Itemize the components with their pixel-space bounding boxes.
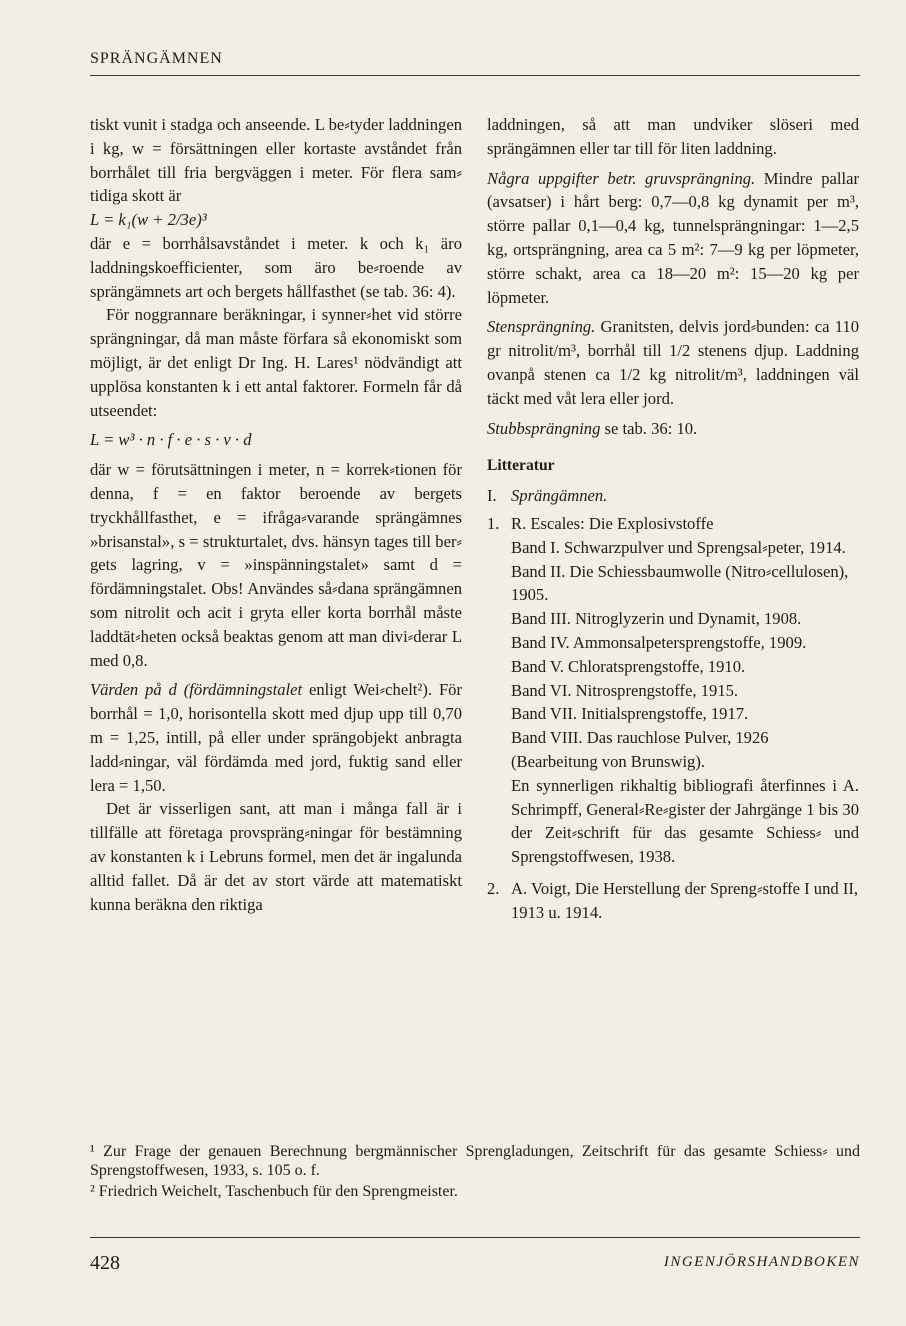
paragraph-text: Granitsten, delvis jord⸗bunden: ca 110 gr nitrolit/m³, borrhål till 1/2 stenens djup. Laddning ovanpå stenen ca 1/2 kg nitrolit/m³, laddningen väl täckt med våt lera eller jord.: [487, 317, 859, 408]
right-column: [487, 113, 859, 925]
page-number: 428: [90, 1252, 120, 1274]
book-title: INGENJÖRSHANDBOKEN: [663, 1254, 860, 1270]
paragraph: [487, 315, 859, 410]
paragraph-text: enligt Wei⸗chelt²). För borrhål = 1,0, horisontella skott med djup upp till 0,70 m = 1,25, intill, på eller under sprängobjekt anbragta ladd⸗ningar, väl fördämda med jord, fuktig sand eller lera = 1,50.: [90, 680, 462, 795]
band-entry: Band V. Chloratsprengstoffe, 1910.: [511, 656, 746, 676]
footnote: ² Friedrich Weichelt, Taschenbuch für den Sprengmeister.: [90, 1183, 458, 1200]
paragraph: [487, 167, 859, 310]
section-title: Sprängämnen.: [511, 486, 608, 506]
reference-number: 2.: [487, 878, 500, 898]
reference-item: [487, 877, 859, 925]
running-head: SPRÄNGÄMNEN: [90, 50, 223, 67]
formula-lares: L = w³ · n · f · e · s · v · d: [90, 430, 252, 450]
footnote: ¹ Zur Frage der genauen Berechnung bergmännischer Sprengladungen, Zeitschrift für das gesamte Schiess⸗ und Sprengstoffwesen, 1933, s. 105 o. f.: [90, 1143, 860, 1179]
reference-body: [511, 512, 859, 869]
band-entry: Band IV. Ammonsalpetersprengstoffe, 1909.: [511, 632, 807, 652]
reference-title: R. Escales: Die Explosivstoffe: [511, 513, 714, 533]
paragraph: [487, 417, 859, 441]
run-in-heading: Värden på d (fördämningstalet: [90, 680, 303, 700]
run-in-heading: Några uppgifter betr. gruvsprängning.: [487, 168, 756, 188]
reference-body: [511, 877, 859, 925]
run-in-heading: Stensprängning.: [487, 317, 596, 337]
band-entry: Band II. Die Schiessbaumwolle (Nitro⸗cellulosen), 1905.: [511, 561, 849, 605]
band-entry: Band I. Schwarzpulver und Sprengsal⸗peter, 1914.: [511, 537, 846, 557]
run-in-heading: Stubbsprängning: [487, 418, 601, 438]
band-entry: Band III. Nitroglyzerin und Dynamit, 1908.: [511, 609, 802, 629]
footnotes: [90, 1142, 860, 1203]
reference-number: 1.: [487, 513, 500, 533]
paragraph: tiskt vunit i stadga och anseende. L be⸗tyder laddningen i kg, w = försättningen eller kortaste avståndet från borrhålet till fria bergväggen i meter. För flera sam⸗tidiga skott är: [90, 115, 462, 206]
band-entry: Band VII. Initialsprengstoffe, 1917.: [511, 704, 749, 724]
band-entry: Band VI. Nitrosprengstoffe, 1915.: [511, 680, 739, 700]
formula-simultaneous: L = k₁(w + 2/3e)³: [90, 210, 207, 230]
paragraph-text: Mindre pallar (avsatser) i hårt berg: 0,7—0,8 kg dynamit per m³, större pallar 0,1—0,4 kg, tunnelsprängningar: 1—2,5 kg, ortsprängning, area ca 5 m²: 7—9 kg per löpmeter, större schakt, area ca 18—20 m²: 15—20 kg per löpmeter.: [487, 168, 860, 307]
paragraph: där e = borrhålsavståndet i meter. k och k₁ äro laddningskoefficienter, som äro be⸗roende av sprängämnets art och bergets hållfasthet (se tab. 36: 4).: [90, 233, 462, 301]
paragraph: Det är visserligen sant, att man i många fall är i tillfälle att företaga provspräng⸗ningar för bestämning av konstanten k i Lebruns formel, men det är ingalunda alltid fallet. Då är det av stort värde att matematiskt kunna beräkna den riktiga: [90, 799, 462, 914]
paragraph: För noggrannare beräkningar, i synner⸗het vid större sprängningar, då man måste förfara så ekonomiskt som möjligt, är det enligt Dr Ing. H. Lares¹ nödvändigt att upplösa konstanten k i ett antal faktorer. Formeln får då utseendet:: [90, 305, 462, 420]
left-column: [90, 113, 462, 916]
band-entry: Band VIII. Das rauchlose Pulver, 1926 (Bearbeitung von Brunswig).: [511, 728, 769, 771]
header-rule: [90, 75, 860, 76]
reference-text: A. Voigt, Die Herstellung der Spreng⸗stoffe I und II, 1913 u. 1914.: [511, 878, 859, 922]
reference-note: En synnerligen rikhaltig bibliografi återfinnes i A. Schrimpff, General⸗Re⸗gister der Jahrgänge 1 bis 30 der Zeit⸗schrift für das gesamte Schiess⸗ und Sprengstoffwesen, 1938.: [511, 775, 859, 867]
literature-heading: Litteratur: [487, 457, 555, 475]
paragraph-text: se tab. 36: 10.: [600, 418, 698, 438]
paragraph: [90, 678, 462, 797]
reference-item: [487, 512, 859, 869]
paragraph: där w = förutsättningen i meter, n = korrek⸗tionen för denna, f = en faktor beroende av bergets tryckhållfasthet, e = ifråga⸗varande sprängämnes »brisanstal», s = strukturtalet, dvs. hänsyn tages till ber⸗gets lagring, v = »inspänningstalet» samt d = fördämningstalet. Obs! Användes så⸗dana sprängämnen som nitrolit och acit i gryta eller korta borrhål måste laddtät⸗heten också beaktas genom att man divi⸗derar L med 0,8.: [90, 460, 462, 670]
paragraph: laddningen, så att man undviker slöseri med sprängämnen eller tar till för liten laddning.: [487, 115, 859, 158]
footer-rule: [90, 1237, 860, 1238]
literature-section: [487, 484, 859, 508]
section-number: I.: [487, 486, 497, 506]
